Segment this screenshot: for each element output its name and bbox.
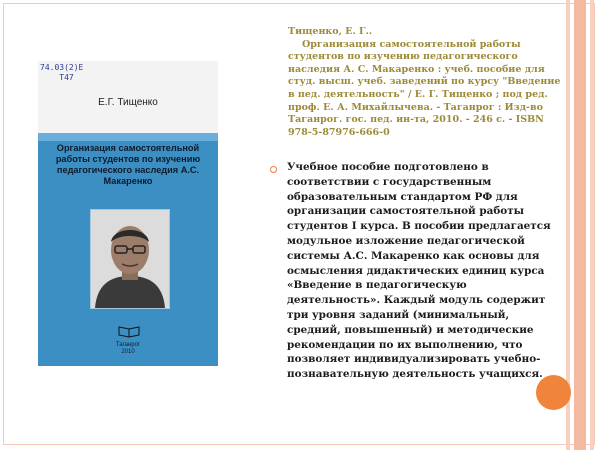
cover-city: Таганрог bbox=[115, 342, 141, 348]
book-cover-image bbox=[38, 61, 218, 366]
library-stamp: 74.03(2)Е Т47 bbox=[40, 63, 84, 82]
bibliographic-record bbox=[288, 26, 566, 139]
bullet-icon bbox=[270, 166, 277, 173]
cover-year: 2010 bbox=[121, 349, 135, 355]
decor-circle bbox=[536, 375, 571, 410]
cover-author: Е.Г. Тищенко bbox=[98, 97, 158, 108]
book-description: Учебное пособие подготовлено в соответствии с государственным образовательным стандартом РФ для организации самостоятельной работы студентов I курса. В пособии предлагается модульное изложение педагогической системы А.С. Макаренко как основы для осмысления дидактических единиц курса «Введение в педагогическую деятельность». Каждый модуль содержит три уровня заданий (минимальный, средний, повышенный) и методические рекомендации по их выполнению, что позволяет индивидуализировать учебно-познавательную деятельность учащихся. bbox=[287, 161, 551, 381]
publisher-logo bbox=[118, 323, 140, 337]
cover-title: Организация самостоятельной работы студентов по изучению педагогического наследия А.С. Макаренко bbox=[55, 143, 201, 186]
decor-stripe bbox=[590, 0, 594, 450]
cover-publisher bbox=[38, 342, 218, 356]
biblio-citation bbox=[288, 39, 566, 140]
decor-stripe bbox=[574, 0, 586, 450]
biblio-citation-text: Организация самостоятельной работы студентов по изучению педагогического наследия А. С. Макаренко : учеб. пособие для студ. высш. учеб. заведений по курсу "Введение в пед. деятельность" / Е. Г. Тищенко ; под ред. проф. Е. А. Михайлычева. - Таганрог : Изд-во Таганрог. гос. пед. ин-та, 2010. - 246 с. - ISBN 978-5-87976-666-0 bbox=[288, 38, 561, 138]
author-portrait bbox=[90, 209, 170, 309]
cover-band bbox=[38, 133, 218, 141]
biblio-author: Тищенко, Е. Г.. bbox=[288, 26, 373, 37]
